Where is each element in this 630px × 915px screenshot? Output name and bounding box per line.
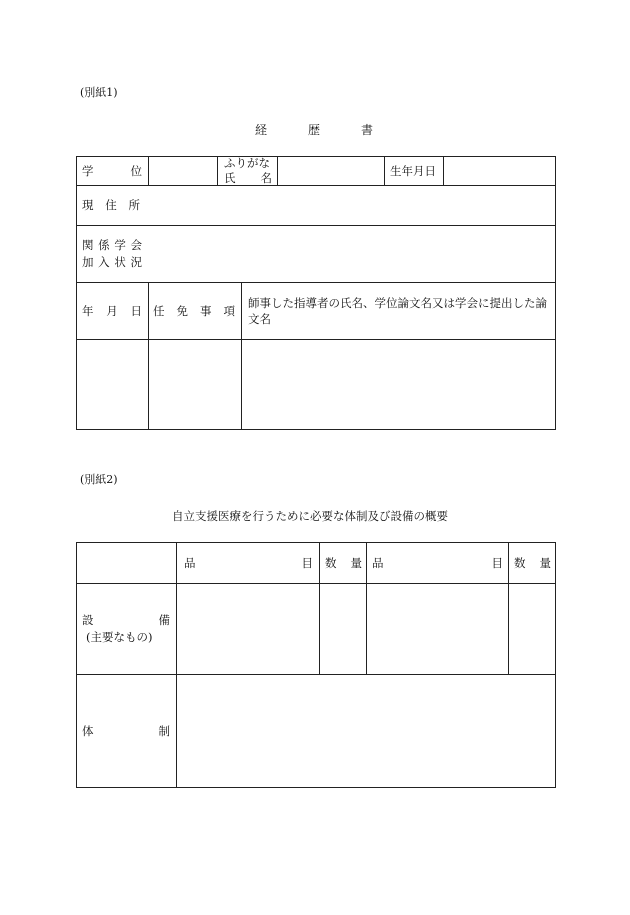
history-note-header: 師事した指導者の氏名、学位論文名又は学会に提出した論文名 bbox=[248, 296, 547, 326]
equipment-item-field-2[interactable] bbox=[368, 584, 507, 673]
system-label: 体 制 bbox=[82, 724, 170, 738]
society-label-line1: 関 係 学 会 bbox=[82, 238, 142, 252]
address-field[interactable] bbox=[150, 186, 554, 224]
equipment-item-field-1[interactable] bbox=[178, 584, 318, 673]
equipment-qty-field-1[interactable] bbox=[321, 584, 365, 673]
item-header-1: 品 目 bbox=[184, 556, 313, 570]
qty-header-1: 数 量 bbox=[325, 556, 362, 570]
appendix1-label: (別紙1) bbox=[80, 86, 118, 99]
appendix2-title: 自立支援医療を行うために必要な体制及び設備の概要 bbox=[172, 509, 448, 523]
name-label: 氏 名 bbox=[224, 171, 272, 185]
birthdate-field[interactable] bbox=[445, 157, 554, 184]
equipment-sublabel: (主要なもの) bbox=[86, 630, 153, 644]
appointment-header: 任 免 事 項 bbox=[153, 304, 235, 318]
degree-field[interactable] bbox=[150, 157, 216, 184]
date-field[interactable] bbox=[78, 340, 147, 428]
appendix2-label: (別紙2) bbox=[80, 473, 118, 486]
name-field[interactable] bbox=[279, 157, 383, 184]
date-header: 年 月 日 bbox=[82, 304, 142, 318]
address-label: 現 住 所 bbox=[82, 198, 140, 212]
degree-label: 学 位 bbox=[82, 164, 142, 178]
birthdate-label: 生年月日 bbox=[390, 164, 436, 178]
history-note-field[interactable] bbox=[243, 340, 554, 428]
qty-header-2: 数 量 bbox=[514, 556, 551, 570]
equipment-label: 設 備 bbox=[82, 613, 170, 627]
item-header-2: 品 目 bbox=[372, 556, 503, 570]
appointment-field[interactable] bbox=[150, 340, 240, 428]
society-label-line2: 加 入 状 況 bbox=[82, 255, 142, 269]
equipment-qty-field-2[interactable] bbox=[510, 584, 554, 673]
society-field[interactable] bbox=[150, 226, 554, 281]
furigana-label: ふりがな bbox=[224, 156, 270, 170]
appendix1-title: 経 歴 書 bbox=[255, 123, 373, 137]
system-field[interactable] bbox=[178, 675, 554, 786]
